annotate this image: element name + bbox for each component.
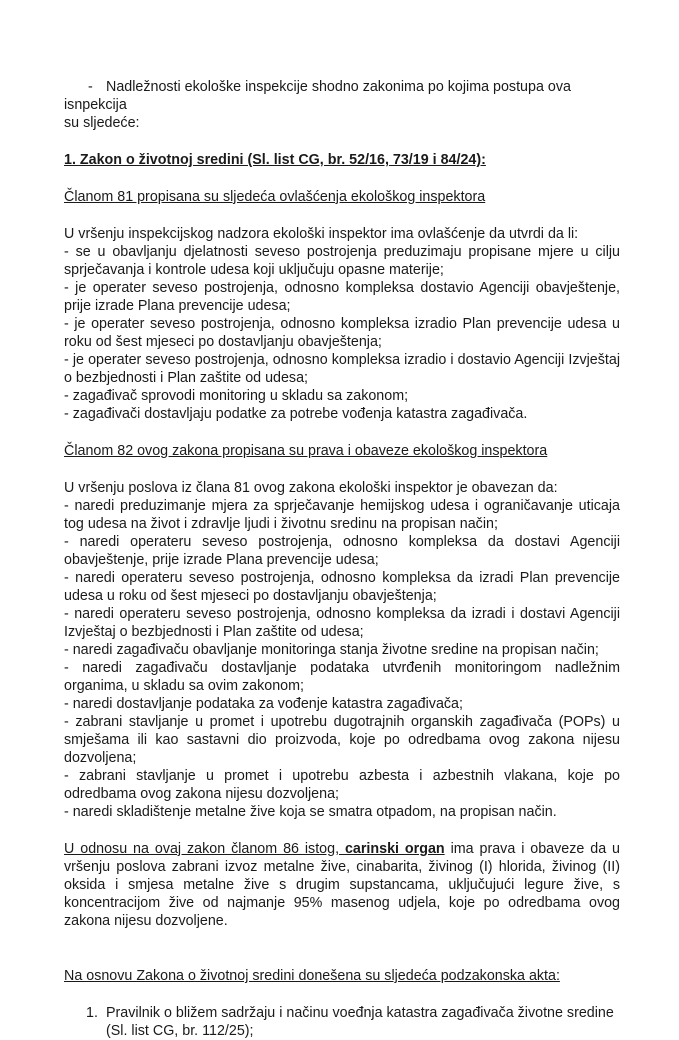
bylaws-list-item <box>64 1004 620 1040</box>
article-81-item: - je operater seveso postrojenja, odnosno kompleksa dostavio Agenciji obavještenje, prije izrade Plana prevencije udesa; <box>64 280 620 314</box>
intro-dash: - <box>88 79 93 95</box>
article-82-item: - zabrani stavljanje u promet i upotrebu dugotrajnih organskih zagađivača (POPs) u smješama ili kao sastavni dio proizvoda, koje po odredbama ovog zakona nijesu dozvoljena; <box>64 714 620 766</box>
article-81-item: - zagađivač sprovodi monitoring u skladu sa zakonom; <box>64 388 409 404</box>
article-86-text: ima prava i obaveze da u vršenju poslova zabrani izvoz metalne žive, cinabarita, živinog (I) hlorida, živinog (II) oksida i smjesa metalne žive s drugim supstancama, uključujući legure žive, s koncentracijom žive od najmanje 95% masenog udjela, koje po odredbama ovog zakona nijesu dozvoljene. <box>64 841 621 929</box>
article-82-item: - naredi operateru seveso postrojenja, odnosno kompleksa da izradi i dostavi Agenciji Izvještaj o bezbjednosti i Plan zaštite od udesa; <box>64 606 620 640</box>
article-82-item: - naredi skladištenje metalne žive koja se smatra otpadom, na propisan način. <box>64 804 557 820</box>
article-82-item: - naredi operateru seveso postrojenja, odnosno kompleksa da dostavi Agenciji obavještenje, prije izrade Plana prevencije udesa; <box>64 534 620 568</box>
article-82-item: - naredi operateru seveso postrojenja, odnosno kompleksa da izradi Plan prevencije udesa u roku od šest mjeseci po dostavljanju obavještenja; <box>64 570 620 604</box>
article-86-paragraph <box>64 840 620 930</box>
intro-paragraph <box>64 78 620 132</box>
bylaws-item-text: Pravilnik o bližem sadržaju i načinu voeđnja katastra zagađivača životne sredine (Sl. list CG, br. 112/25); <box>106 1005 614 1039</box>
customs-authority: carinski organ <box>344 841 445 857</box>
article-81-item: - zagađivači dostavljaju podatke za potrebe vođenja katastra zagađivača. <box>64 406 528 422</box>
article-86-intro: U odnosu na ovaj zakon članom 86 istog, <box>64 841 345 857</box>
article-82-item: - naredi dostavljanje podataka za vođenje katastra zagađivača; <box>64 696 463 712</box>
bylaws-heading: Na osnovu Zakona o životnoj sredini donešena su sljedeća podzakonska akta: <box>64 968 560 984</box>
bylaws-item-number: 1. <box>86 1005 98 1021</box>
article-81-lead: U vršenju inspekcijskog nadzora ekološki inspektor ima ovlašćenje da utvrdi da li: <box>64 226 579 242</box>
article-82-item: - zabrani stavljanje u promet i upotrebu azbesta i azbestnih vlakana, koje po odredbama ovog zakona nijesu dozvoljena; <box>64 768 620 802</box>
article-82-item: - naredi preduzimanje mjera za sprječavanje hemijskog udesa i ograničavanje uticaja tog udesa na život i zdravlje ljudi i životnu sredinu na propisan način; <box>64 498 620 532</box>
article-82-lead: U vršenju poslova iz člana 81 ovog zakona ekološki inspektor je obavezan da: <box>64 480 558 496</box>
article-82-heading: Članom 82 ovog zakona propisana su prava i obaveze ekološkog inspektora <box>64 443 548 459</box>
law-heading: 1. Zakon o životnoj sredini (Sl. list CG, br. 52/16, 73/19 i 84/24): <box>64 152 486 168</box>
article-82-item: - naredi zagađivaču obavljanje monitoringa stanja životne sredine na propisan način; <box>64 642 599 658</box>
document-page <box>64 78 620 1040</box>
article-82-item: - naredi zagađivaču dostavljanje podataka utvrđenih monitoringom nadležnim organima, u skladu sa ovim zakonom; <box>64 660 620 694</box>
intro-text-line1: Nadležnosti ekološke inspekcije shodno zakonima po kojima postupa ova isnpekcija <box>64 79 571 113</box>
article-82-body <box>64 479 620 821</box>
article-81-item: - je operater seveso postrojenja, odnosno kompleksa izradio Plan prevencije udesa u roku od šest mjeseci po dostavljanju obavještenja; <box>64 316 620 350</box>
article-81-body <box>64 225 620 423</box>
intro-text-line2: su sljedeće: <box>64 115 140 131</box>
article-81-item: - je operater seveso postrojenja, odnosno kompleksa izradio i dostavio Agenciji Izvještaj o bezbjednosti i Plan zaštite od udesa; <box>64 352 620 386</box>
article-81-heading: Članom 81 propisana su sljedeća ovlašćenja ekološkog inspektora <box>64 189 486 205</box>
article-81-item: - se u obavljanju djelatnosti seveso postrojenja preduzimaju propisane mjere u cilju sprječavanja i kontrole udesa koji uključuju opasne materije; <box>64 244 620 278</box>
